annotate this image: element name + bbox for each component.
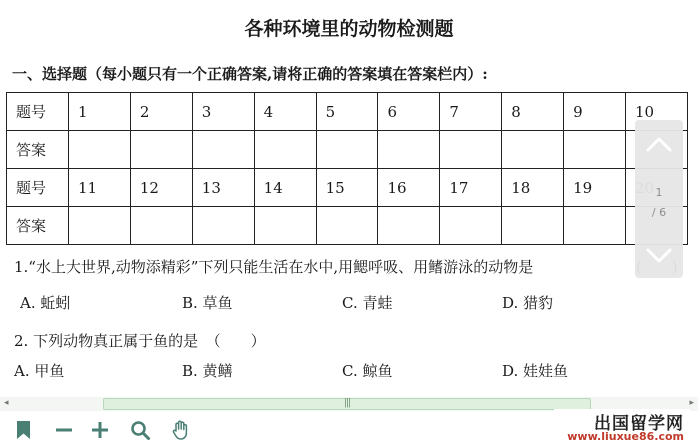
answer-cell xyxy=(130,131,192,169)
question-number-cell: 2 xyxy=(130,93,192,131)
zoom-out-icon xyxy=(53,419,75,441)
page-navigator xyxy=(635,120,683,278)
zoom-in-button[interactable] xyxy=(89,419,111,441)
answer-cell xyxy=(440,131,502,169)
answer-cell xyxy=(69,131,131,169)
question-number-cell: 13 xyxy=(192,169,254,207)
question-number-cell: 12 xyxy=(130,169,192,207)
scrollbar-thumb[interactable] xyxy=(103,398,591,410)
watermark-site-name: 出国留学网 xyxy=(594,414,684,434)
question-number-cell: 15 xyxy=(316,169,378,207)
question-1-option-c: C. 青蛙 xyxy=(342,294,393,312)
question-2-option-c: C. 鲸鱼 xyxy=(342,362,393,380)
question-number-cell: 5 xyxy=(316,93,378,131)
search-button[interactable] xyxy=(129,419,151,441)
answer-cell xyxy=(564,131,626,169)
row-label: 答案 xyxy=(7,131,69,169)
answer-table xyxy=(6,92,688,245)
answer-cell xyxy=(254,131,316,169)
answer-cell xyxy=(440,207,502,245)
chevron-up-icon xyxy=(635,124,683,164)
question-2-option-a: A. 甲鱼 xyxy=(14,362,65,380)
chevron-down-icon xyxy=(635,236,683,276)
question-number-cell: 18 xyxy=(502,169,564,207)
site-watermark xyxy=(554,409,690,445)
current-page-number: 1 xyxy=(655,186,663,199)
question-number-cell: 3 xyxy=(192,93,254,131)
answer-cell xyxy=(254,207,316,245)
question-number-cell: 1 xyxy=(69,93,131,131)
next-page-button[interactable] xyxy=(635,236,683,276)
question-2-text: 2. 下列动物真正属于鱼的是 （ ） xyxy=(14,332,266,350)
pan-button[interactable] xyxy=(170,419,192,441)
hand-icon xyxy=(170,419,192,441)
zoom-out-button[interactable] xyxy=(53,419,75,441)
answer-cell xyxy=(502,207,564,245)
zoom-in-icon xyxy=(89,419,111,441)
question-number-cell: 6 xyxy=(378,93,440,131)
table-row-answers-2 xyxy=(7,207,688,245)
watermark-url: www.liuxue86.com xyxy=(567,430,684,443)
search-icon xyxy=(129,419,151,441)
answer-cell xyxy=(316,131,378,169)
question-number-cell: 7 xyxy=(440,93,502,131)
question-1-option-a: A. 蚯蚓 xyxy=(20,294,71,312)
table-row-numbers-2 xyxy=(7,169,688,207)
question-number-cell: 4 xyxy=(254,93,316,131)
answer-cell xyxy=(130,207,192,245)
row-label: 题号 xyxy=(7,169,69,207)
table-row-numbers-1 xyxy=(7,93,688,131)
bookmark-icon xyxy=(13,419,35,441)
question-number-cell: 10 xyxy=(626,93,688,131)
bookmark-button[interactable] xyxy=(13,419,35,441)
question-number-cell: 11 xyxy=(69,169,131,207)
question-1-text: 1.“水上大世界,动物添精彩”下列只能生活在水中,用鳃呼吸、用鳍游泳的动物是 xyxy=(14,258,534,276)
row-label: 题号 xyxy=(7,93,69,131)
scroll-right-icon[interactable]: ▸ xyxy=(689,398,694,408)
total-pages: / 6 xyxy=(651,206,667,219)
answer-cell xyxy=(316,207,378,245)
question-number-cell: 14 xyxy=(254,169,316,207)
question-number-cell: 19 xyxy=(564,169,626,207)
question-1-option-b: B. 草鱼 xyxy=(182,294,233,312)
question-2-option-d: D. 娃娃鱼 xyxy=(502,362,569,380)
section-heading: 一、选择题（每小题只有一个正确答案,请将正确的答案填在答案栏内）: xyxy=(12,65,488,83)
table-row-answers-1 xyxy=(7,131,688,169)
document-title: 各种环境里的动物检测题 xyxy=(244,18,454,40)
scrollbar-grip-icon: ||| xyxy=(344,398,351,408)
question-number-cell: 8 xyxy=(502,93,564,131)
question-number-cell: 17 xyxy=(440,169,502,207)
answer-cell xyxy=(69,207,131,245)
answer-cell xyxy=(192,207,254,245)
scroll-left-icon[interactable]: ◂ xyxy=(4,398,9,408)
answer-cell xyxy=(378,131,440,169)
row-label: 答案 xyxy=(7,207,69,245)
previous-page-button[interactable] xyxy=(635,124,683,164)
question-2-option-b: B. 黄鳝 xyxy=(182,362,233,380)
answer-cell xyxy=(502,131,564,169)
answer-cell xyxy=(192,131,254,169)
question-number-cell: 16 xyxy=(378,169,440,207)
answer-cell xyxy=(564,207,626,245)
question-number-cell: 9 xyxy=(564,93,626,131)
question-1-option-d: D. 猎豹 xyxy=(502,294,554,312)
answer-cell xyxy=(378,207,440,245)
